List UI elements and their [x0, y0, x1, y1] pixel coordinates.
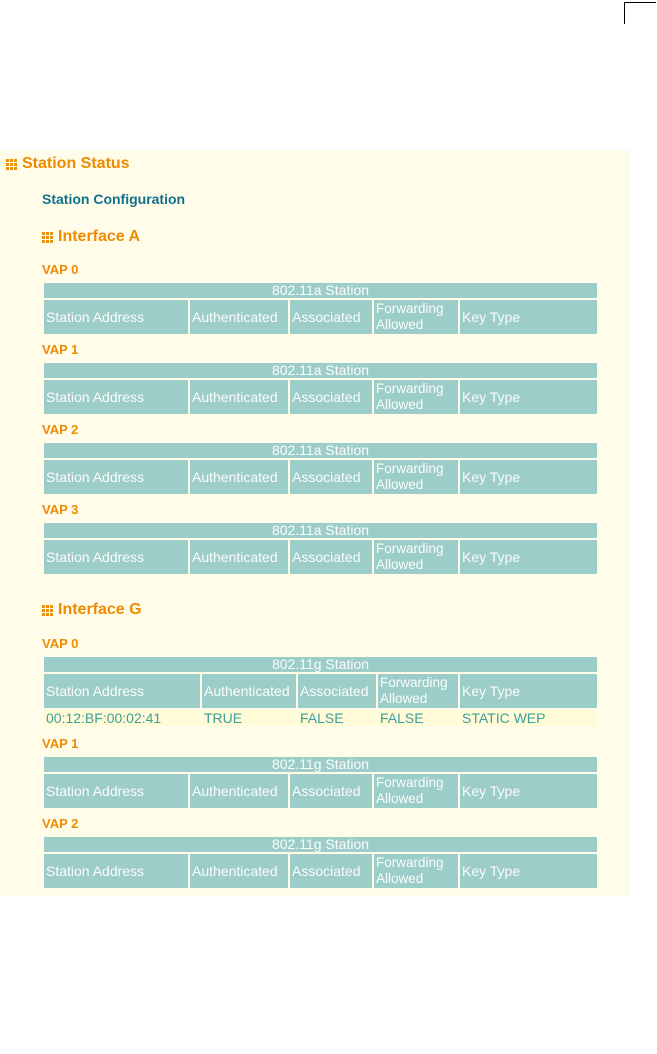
col-forwarding-allowed: Forwarding Allowed: [374, 300, 458, 334]
interface-a-title: Interface A: [58, 228, 141, 245]
interface-a-heading: [42, 228, 140, 246]
col-station-address: Station Address: [44, 540, 188, 574]
station-configuration-link[interactable]: Station Configuration: [42, 191, 186, 207]
page-corner-mark: [624, 2, 656, 24]
col-key-type: Key Type: [460, 460, 597, 494]
col-key-type: Key Type: [460, 674, 597, 708]
station-caption: 802.11g Station: [44, 657, 597, 672]
col-forwarding-allowed: Forwarding Allowed: [374, 460, 458, 494]
station-table: [42, 361, 599, 416]
col-key-type: Key Type: [460, 540, 597, 574]
cell-authenticated: TRUE: [202, 710, 296, 726]
station-table: [42, 281, 599, 336]
col-forwarding-allowed: Forwarding Allowed: [374, 774, 458, 808]
station-table: [42, 835, 599, 890]
col-station-address: Station Address: [44, 380, 188, 414]
col-authenticated: Authenticated: [190, 380, 288, 414]
vap-label: VAP 2: [42, 422, 79, 437]
vap-label: VAP 1: [42, 342, 79, 357]
cell-station-address: 00:12:BF:00:02:41: [44, 710, 200, 726]
station-caption: 802.11a Station: [44, 443, 597, 458]
col-forwarding-allowed: Forwarding Allowed: [374, 380, 458, 414]
col-forwarding-allowed: Forwarding Allowed: [378, 674, 458, 708]
col-associated: Associated: [290, 854, 372, 888]
col-associated: Associated: [290, 380, 372, 414]
col-key-type: Key Type: [460, 774, 597, 808]
station-caption: 802.11g Station: [44, 757, 597, 772]
col-key-type: Key Type: [460, 854, 597, 888]
vap-label: VAP 0: [42, 262, 79, 277]
col-station-address: Station Address: [44, 300, 188, 334]
station-table: [42, 655, 599, 728]
station-caption: 802.11a Station: [44, 363, 597, 378]
grid-bullet-icon: [6, 159, 17, 170]
vap-label: VAP 0: [42, 636, 79, 651]
col-key-type: Key Type: [460, 300, 597, 334]
page-title-text: Station Status: [22, 155, 130, 172]
col-forwarding-allowed: Forwarding Allowed: [374, 540, 458, 574]
col-associated: Associated: [290, 300, 372, 334]
col-authenticated: Authenticated: [190, 300, 288, 334]
col-authenticated: Authenticated: [190, 540, 288, 574]
grid-bullet-icon: [42, 605, 53, 616]
col-associated: Associated: [298, 674, 376, 708]
cell-associated: FALSE: [298, 710, 376, 726]
col-associated: Associated: [290, 540, 372, 574]
col-station-address: Station Address: [44, 674, 200, 708]
grid-bullet-icon: [42, 232, 53, 243]
cell-forwarding-allowed: FALSE: [378, 710, 458, 726]
interface-g-heading: [42, 601, 142, 619]
col-authenticated: Authenticated: [190, 460, 288, 494]
vap-label: VAP 3: [42, 502, 79, 517]
col-authenticated: Authenticated: [190, 774, 288, 808]
col-authenticated: Authenticated: [190, 854, 288, 888]
col-station-address: Station Address: [44, 774, 188, 808]
col-authenticated: Authenticated: [202, 674, 296, 708]
col-associated: Associated: [290, 460, 372, 494]
interface-g-title: Interface G: [58, 601, 142, 618]
col-key-type: Key Type: [460, 380, 597, 414]
station-caption: 802.11a Station: [44, 283, 597, 298]
page-title: [6, 155, 130, 173]
col-forwarding-allowed: Forwarding Allowed: [374, 854, 458, 888]
station-caption: 802.11g Station: [44, 837, 597, 852]
station-table: [42, 755, 599, 810]
table-row: [44, 710, 597, 726]
station-table: [42, 521, 599, 576]
col-associated: Associated: [290, 774, 372, 808]
station-table: [42, 441, 599, 496]
col-station-address: Station Address: [44, 460, 188, 494]
vap-label: VAP 1: [42, 736, 79, 751]
cell-key-type: STATIC WEP: [460, 710, 597, 726]
station-caption: 802.11a Station: [44, 523, 597, 538]
col-station-address: Station Address: [44, 854, 188, 888]
vap-label: VAP 2: [42, 816, 79, 831]
